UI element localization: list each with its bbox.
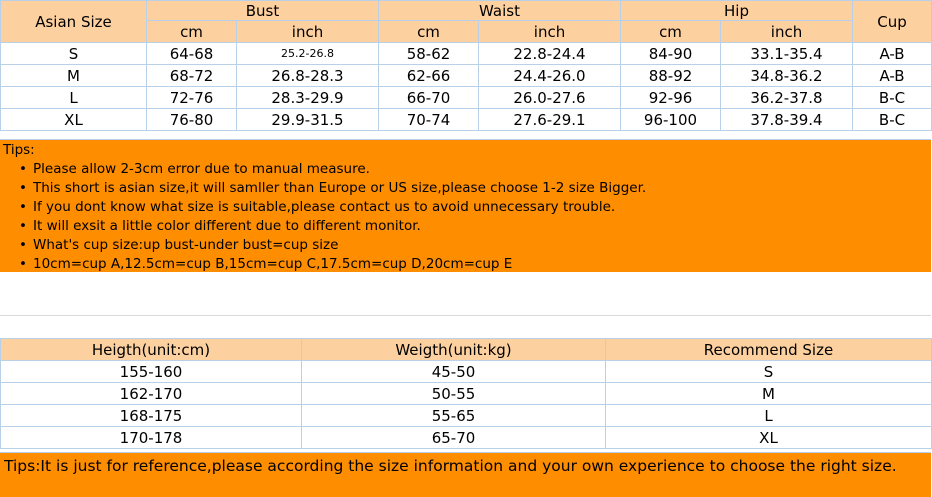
header-bust: Bust (147, 1, 379, 21)
recommend-size-table (0, 338, 932, 449)
recommend-size-cell: L (606, 405, 932, 427)
waist-inch-cell: 22.8-24.4 (479, 43, 621, 65)
table-row (1, 405, 932, 427)
header-asian-size: Asian Size (1, 1, 147, 43)
weight-cell: 55-65 (302, 405, 606, 427)
tips-box (0, 139, 931, 272)
subheader-waist-inch: inch (479, 21, 621, 43)
waist-cm-cell: 66-70 (379, 87, 479, 109)
waist-inch-cell: 26.0-27.6 (479, 87, 621, 109)
cup-cell: B-C (853, 87, 932, 109)
height-cell: 162-170 (1, 383, 302, 405)
height-cell: 155-160 (1, 361, 302, 383)
bust-cm-cell: 72-76 (147, 87, 237, 109)
header-waist: Waist (379, 1, 621, 21)
table-row (1, 43, 932, 65)
tip-item: • It will exsit a little color different due to different monitor. (17, 217, 931, 236)
size-chart-table (0, 0, 932, 131)
tip-item: • Please allow 2-3cm error due to manual measure. (17, 160, 931, 179)
recommend-size-cell: S (606, 361, 932, 383)
reference-tip: Tips:It is just for reference,please according the size information and your own experience to choose the right size. (0, 452, 931, 497)
bust-inch-cell: 26.8-28.3 (237, 65, 379, 87)
waist-cm-cell: 62-66 (379, 65, 479, 87)
tips-title: Tips: (3, 142, 35, 158)
cup-cell: A-B (853, 65, 932, 87)
tip-item: • This short is asian size,it will samller than Europe or US size,please choose 1-2 size Bigger. (17, 179, 931, 198)
bust-cm-cell: 64-68 (147, 43, 237, 65)
bust-cm-cell: 76-80 (147, 109, 237, 131)
table-row (1, 87, 932, 109)
hip-cm-cell: 88-92 (621, 65, 721, 87)
weight-cell: 50-55 (302, 383, 606, 405)
hip-inch-cell: 37.8-39.4 (721, 109, 853, 131)
header-recommend-size: Recommend Size (606, 339, 932, 361)
size-cell: M (1, 65, 147, 87)
hip-cm-cell: 84-90 (621, 43, 721, 65)
recommend-size-cell: M (606, 383, 932, 405)
table-row (1, 65, 932, 87)
table-row (1, 383, 932, 405)
bust-inch-cell: 28.3-29.9 (237, 87, 379, 109)
header-height: Heigth(unit:cm) (1, 339, 302, 361)
waist-inch-cell: 24.4-26.0 (479, 65, 621, 87)
tip-item: • If you dont know what size is suitable,please contact us to avoid unnecessary trouble. (17, 198, 931, 217)
bust-inch-cell: 25.2-26.8 (237, 43, 379, 65)
hip-cm-cell: 92-96 (621, 87, 721, 109)
size-cell: S (1, 43, 147, 65)
table-row (1, 109, 932, 131)
tip-item: • 10cm=cup A,12.5cm=cup B,15cm=cup C,17.5cm=cup D,20cm=cup E (17, 255, 931, 274)
header-cup: Cup (853, 1, 932, 43)
bust-cm-cell: 68-72 (147, 65, 237, 87)
subheader-bust-inch: inch (237, 21, 379, 43)
header-hip: Hip (621, 1, 853, 21)
hip-cm-cell: 96-100 (621, 109, 721, 131)
tip-item: • What's cup size:up bust-under bust=cup size (17, 236, 931, 255)
tips-list (3, 160, 931, 274)
subheader-waist-cm: cm (379, 21, 479, 43)
hip-inch-cell: 33.1-35.4 (721, 43, 853, 65)
hip-inch-cell: 34.8-36.2 (721, 65, 853, 87)
weight-cell: 45-50 (302, 361, 606, 383)
hip-inch-cell: 36.2-37.8 (721, 87, 853, 109)
cup-cell: A-B (853, 43, 932, 65)
height-cell: 168-175 (1, 405, 302, 427)
subheader-hip-cm: cm (621, 21, 721, 43)
subheader-bust-cm: cm (147, 21, 237, 43)
waist-cm-cell: 70-74 (379, 109, 479, 131)
height-cell: 170-178 (1, 427, 302, 449)
size-cell: L (1, 87, 147, 109)
weight-cell: 65-70 (302, 427, 606, 449)
bust-inch-cell: 29.9-31.5 (237, 109, 379, 131)
size-cell: XL (1, 109, 147, 131)
cup-cell: B-C (853, 109, 932, 131)
waist-inch-cell: 27.6-29.1 (479, 109, 621, 131)
table-row (1, 427, 932, 449)
recommend-size-cell: XL (606, 427, 932, 449)
header-weight: Weigth(unit:kg) (302, 339, 606, 361)
waist-cm-cell: 58-62 (379, 43, 479, 65)
table-row (1, 361, 932, 383)
subheader-hip-inch: inch (721, 21, 853, 43)
section-divider (0, 315, 931, 316)
